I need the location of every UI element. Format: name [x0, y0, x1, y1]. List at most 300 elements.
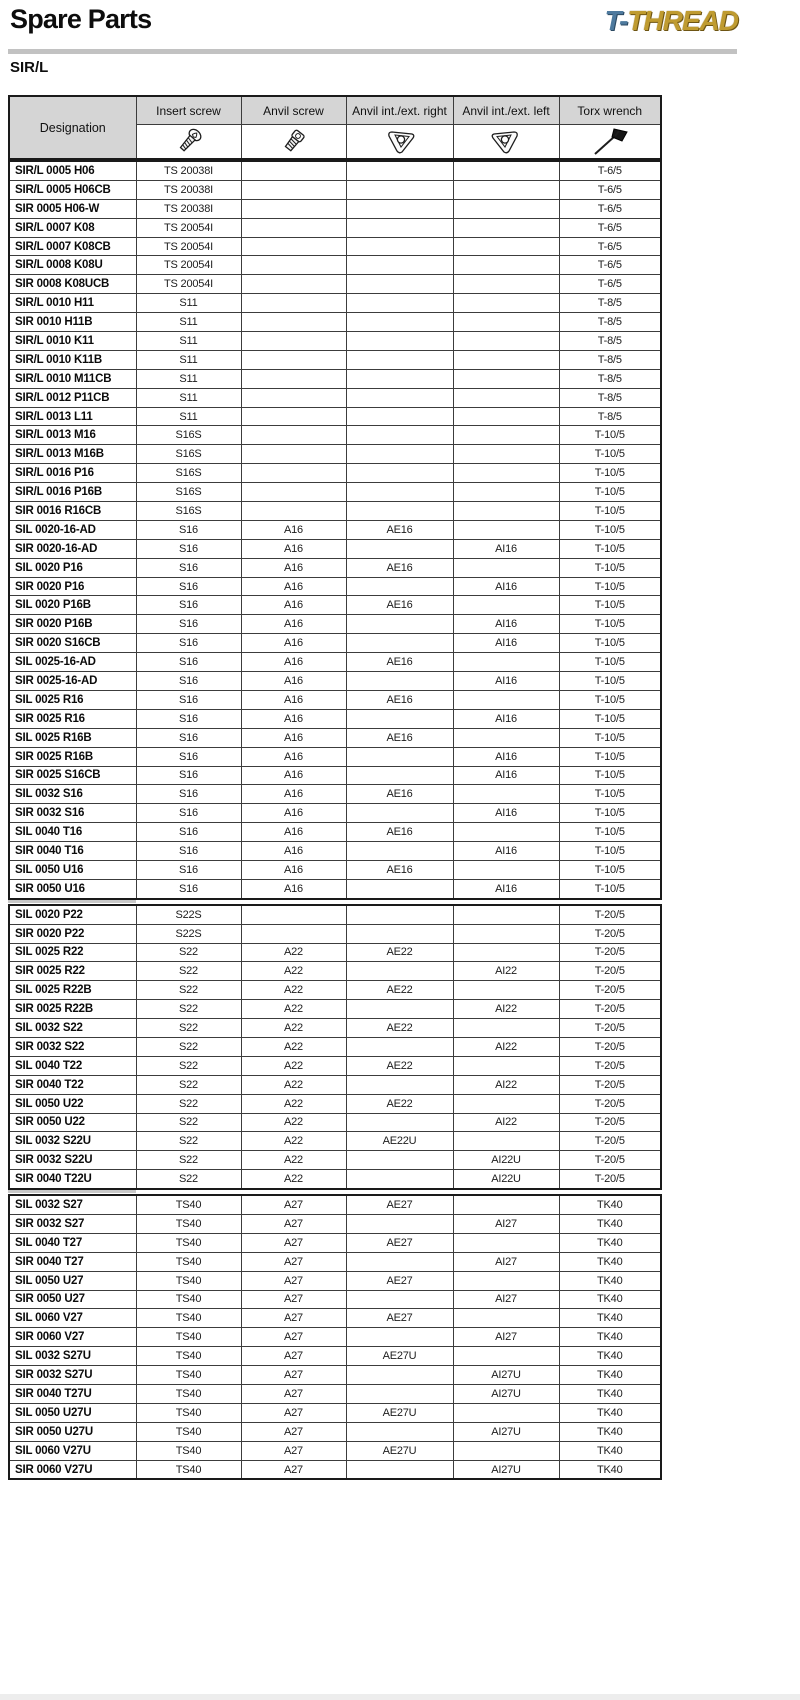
insert-screw-cell: TS40	[136, 1460, 241, 1479]
anvil-screw-cell: A16	[241, 539, 346, 558]
torx-wrench-cell: T-6/5	[559, 180, 661, 199]
anvil-screw-cell	[241, 426, 346, 445]
designation-cell: SIR 0040 T27	[9, 1252, 136, 1271]
anvil-ext-right-cell: AE27U	[346, 1403, 453, 1422]
table-row	[9, 1422, 661, 1441]
anvil-int-left-cell	[453, 1403, 559, 1422]
insert-screw-cell: TS 20054I	[136, 218, 241, 237]
torx-wrench-cell: T-10/5	[559, 709, 661, 728]
anvil-screw-cell: A16	[241, 879, 346, 898]
anvil-int-left-cell	[453, 1347, 559, 1366]
torx-wrench-cell: T-20/5	[559, 1037, 661, 1056]
section-gap	[8, 1190, 660, 1194]
designation-cell: SIL 0020 P22	[9, 905, 136, 924]
torx-wrench-cell: T-20/5	[559, 1170, 661, 1189]
insert-screw-cell: S16S	[136, 464, 241, 483]
anvil-int-left-cell	[453, 690, 559, 709]
anvil-int-left-cell	[453, 275, 559, 294]
designation-cell: SIR 0005 H06-W	[9, 199, 136, 218]
torx-wrench-cell: TK40	[559, 1271, 661, 1290]
insert-screw-cell: TS40	[136, 1441, 241, 1460]
torx-wrench-cell: T-20/5	[559, 981, 661, 1000]
anvil-int-left-icon	[453, 125, 559, 160]
torx-wrench-cell: T-10/5	[559, 539, 661, 558]
anvil-ext-right-cell: AE22	[346, 1019, 453, 1038]
insert-screw-cell: S11	[136, 407, 241, 426]
designation-cell: SIR/L 0013 M16B	[9, 445, 136, 464]
anvil-ext-right-cell: AE16	[346, 823, 453, 842]
anvil-int-left-cell	[453, 520, 559, 539]
anvil-int-left-cell	[453, 294, 559, 313]
table-row	[9, 1151, 661, 1170]
anvil-ext-right-cell	[346, 350, 453, 369]
torx-wrench-cell: TK40	[559, 1460, 661, 1479]
torx-wrench-cell: T-20/5	[559, 1113, 661, 1132]
torx-wrench-cell: T-20/5	[559, 924, 661, 943]
insert-screw-cell: S16	[136, 709, 241, 728]
anvil-screw-cell	[241, 161, 346, 180]
torx-wrench-cell: T-10/5	[559, 860, 661, 879]
anvil-ext-right-cell	[346, 256, 453, 275]
anvil-ext-right-cell: AE27	[346, 1233, 453, 1252]
anvil-ext-right-cell	[346, 1170, 453, 1189]
anvil-ext-right-cell	[346, 709, 453, 728]
designation-cell: SIR 0032 S16	[9, 804, 136, 823]
anvil-ext-right-cell: AE16	[346, 520, 453, 539]
table-row	[9, 690, 661, 709]
anvil-ext-right-cell	[346, 199, 453, 218]
table-row	[9, 294, 661, 313]
anvil-int-left-cell	[453, 943, 559, 962]
anvil-ext-right-cell	[346, 962, 453, 981]
designation-cell: SIR 0032 S22U	[9, 1151, 136, 1170]
anvil-ext-right-cell: AE22	[346, 943, 453, 962]
anvil-ext-right-cell	[346, 1460, 453, 1479]
anvil-ext-right-cell	[346, 1075, 453, 1094]
anvil-ext-right-cell	[346, 237, 453, 256]
insert-screw-cell: S16	[136, 842, 241, 861]
torx-wrench-cell: TK40	[559, 1214, 661, 1233]
torx-wrench-cell: T-20/5	[559, 1132, 661, 1151]
anvil-screw-cell: A22	[241, 1132, 346, 1151]
table-row	[9, 1195, 661, 1214]
anvil-screw-cell: A27	[241, 1214, 346, 1233]
anvil-ext-right-cell	[346, 1328, 453, 1347]
table-row	[9, 275, 661, 294]
table-row	[9, 1290, 661, 1309]
insert-screw-cell: TS40	[136, 1290, 241, 1309]
torx-wrench-cell: T-6/5	[559, 218, 661, 237]
insert-screw-cell: TS40	[136, 1214, 241, 1233]
anvil-screw-cell: A16	[241, 766, 346, 785]
insert-screw-cell: S22	[136, 1113, 241, 1132]
insert-screw-cell: S16	[136, 690, 241, 709]
insert-screw-cell: S16S	[136, 445, 241, 464]
anvil-int-left-cell: AI22	[453, 1000, 559, 1019]
anvil-int-left-cell	[453, 653, 559, 672]
torx-wrench-cell: T-10/5	[559, 690, 661, 709]
designation-cell: SIR 0040 T22	[9, 1075, 136, 1094]
anvil-ext-right-cell	[346, 905, 453, 924]
insert-screw-cell: S16	[136, 879, 241, 898]
torx-wrench-cell: T-6/5	[559, 256, 661, 275]
anvil-screw-cell: A16	[241, 520, 346, 539]
torx-wrench-cell: TK40	[559, 1328, 661, 1347]
anvil-ext-right-cell	[346, 672, 453, 691]
page-title: Spare Parts	[10, 4, 152, 34]
table-row	[9, 1441, 661, 1460]
torx-wrench-cell: T-10/5	[559, 615, 661, 634]
spare-parts-section-3	[8, 1194, 662, 1480]
insert-screw-cell: S11	[136, 388, 241, 407]
torx-wrench-cell: T-6/5	[559, 199, 661, 218]
insert-screw-cell: TS40	[136, 1271, 241, 1290]
anvil-ext-right-cell	[346, 634, 453, 653]
anvil-ext-right-cell: AE16	[346, 596, 453, 615]
anvil-int-left-cell: AI16	[453, 747, 559, 766]
anvil-screw-cell	[241, 294, 346, 313]
designation-cell: SIR 0050 U27U	[9, 1422, 136, 1441]
anvil-screw-cell: A27	[241, 1422, 346, 1441]
torx-wrench-cell: T-6/5	[559, 275, 661, 294]
anvil-ext-right-cell	[346, 275, 453, 294]
anvil-int-left-cell: AI22	[453, 1037, 559, 1056]
anvil-int-left-cell: AI16	[453, 577, 559, 596]
anvil-screw-cell: A16	[241, 653, 346, 672]
torx-wrench-cell: T-10/5	[559, 634, 661, 653]
anvil-ext-right-cell	[346, 1252, 453, 1271]
anvil-int-left-cell	[453, 1094, 559, 1113]
torx-wrench-cell: TK40	[559, 1403, 661, 1422]
torx-wrench-cell: T-10/5	[559, 502, 661, 521]
designation-cell: SIR/L 0010 M11CB	[9, 369, 136, 388]
table-row	[9, 388, 661, 407]
torx-wrench-cell: TK40	[559, 1233, 661, 1252]
torx-wrench-cell: T-10/5	[559, 483, 661, 502]
table-row	[9, 369, 661, 388]
torx-wrench-cell: T-20/5	[559, 1019, 661, 1038]
anvil-int-left-cell	[453, 199, 559, 218]
column-header-insert-screw: Insert screw	[136, 96, 241, 125]
anvil-screw-cell	[241, 237, 346, 256]
torx-wrench-cell: T-10/5	[559, 653, 661, 672]
insert-screw-cell: S11	[136, 350, 241, 369]
torx-wrench-cell: T-10/5	[559, 426, 661, 445]
anvil-int-left-cell: AI22U	[453, 1170, 559, 1189]
insert-screw-cell: S16S	[136, 426, 241, 445]
table-row	[9, 1094, 661, 1113]
anvil-ext-right-cell	[346, 1385, 453, 1404]
anvil-screw-cell: A27	[241, 1366, 346, 1385]
designation-cell: SIR 0032 S27	[9, 1214, 136, 1233]
designation-cell: SIR 0060 V27U	[9, 1460, 136, 1479]
designation-cell: SIR 0025 S16CB	[9, 766, 136, 785]
insert-screw-cell: S22	[136, 1000, 241, 1019]
table-row	[9, 804, 661, 823]
insert-screw-cell: TS40	[136, 1309, 241, 1328]
anvil-int-left-cell: AI27U	[453, 1366, 559, 1385]
designation-cell: SIL 0032 S22U	[9, 1132, 136, 1151]
torx-wrench-cell: TK40	[559, 1347, 661, 1366]
table-row	[9, 634, 661, 653]
anvil-int-left-cell: AI27	[453, 1252, 559, 1271]
designation-cell: SIR 0016 R16CB	[9, 502, 136, 521]
table-row	[9, 1347, 661, 1366]
designation-cell: SIR/L 0013 L11	[9, 407, 136, 426]
anvil-ext-right-cell	[346, 1037, 453, 1056]
torx-wrench-cell: T-10/5	[559, 577, 661, 596]
insert-screw-cell: TS 20054I	[136, 275, 241, 294]
table-row	[9, 653, 661, 672]
insert-screw-cell: S22	[136, 1132, 241, 1151]
anvil-int-left-cell	[453, 924, 559, 943]
anvil-ext-right-cell: AE16	[346, 785, 453, 804]
designation-cell: SIR 0020-16-AD	[9, 539, 136, 558]
anvil-ext-right-cell	[346, 539, 453, 558]
anvil-screw-cell: A27	[241, 1385, 346, 1404]
page-bottom-strip	[0, 1694, 800, 1700]
table-row	[9, 199, 661, 218]
insert-screw-cell: S16	[136, 785, 241, 804]
anvil-int-left-cell	[453, 407, 559, 426]
torx-wrench-cell: TK40	[559, 1422, 661, 1441]
designation-cell: SIL 0040 T27	[9, 1233, 136, 1252]
designation-cell: SIL 0025 R16B	[9, 728, 136, 747]
table-row	[9, 161, 661, 180]
anvil-ext-right-cell	[346, 218, 453, 237]
insert-screw-cell: TS40	[136, 1347, 241, 1366]
insert-screw-cell: S11	[136, 313, 241, 332]
anvil-ext-right-cell	[346, 924, 453, 943]
torx-wrench-cell: T-10/5	[559, 445, 661, 464]
table-row	[9, 1328, 661, 1347]
anvil-ext-right-cell: AE16	[346, 690, 453, 709]
anvil-ext-right-cell	[346, 332, 453, 351]
anvil-screw-cell: A22	[241, 981, 346, 1000]
anvil-screw-cell: A22	[241, 1056, 346, 1075]
anvil-ext-right-cell	[346, 1151, 453, 1170]
designation-cell: SIR/L 0005 H06CB	[9, 180, 136, 199]
section-gap	[8, 900, 660, 904]
anvil-int-left-cell: AI16	[453, 804, 559, 823]
table-row	[9, 407, 661, 426]
insert-screw-cell: TS 20038I	[136, 180, 241, 199]
column-header-torx-wrench: Torx wrench	[559, 96, 661, 125]
anvil-ext-right-cell	[346, 464, 453, 483]
insert-screw-cell: S16	[136, 520, 241, 539]
torx-wrench-cell: T-8/5	[559, 350, 661, 369]
insert-screw-cell: S22	[136, 1094, 241, 1113]
anvil-screw-cell	[241, 369, 346, 388]
table-row	[9, 464, 661, 483]
table-row	[9, 1037, 661, 1056]
anvil-screw-cell: A16	[241, 842, 346, 861]
anvil-int-left-cell	[453, 445, 559, 464]
table-row	[9, 180, 661, 199]
designation-header: Designation	[9, 96, 136, 159]
table-row	[9, 823, 661, 842]
insert-screw-cell: S11	[136, 332, 241, 351]
anvil-ext-right-cell: AE16	[346, 728, 453, 747]
insert-screw-cell: S16	[136, 747, 241, 766]
table-row	[9, 709, 661, 728]
designation-cell: SIR/L 0007 K08	[9, 218, 136, 237]
anvil-screw-cell	[241, 445, 346, 464]
designation-cell: SIR 0032 S22	[9, 1037, 136, 1056]
table-row	[9, 1056, 661, 1075]
column-header-anvil-screw: Anvil screw	[241, 96, 346, 125]
torx-wrench-cell: T-10/5	[559, 823, 661, 842]
torx-wrench-cell: T-10/5	[559, 520, 661, 539]
table-row	[9, 558, 661, 577]
designation-cell: SIL 0060 V27U	[9, 1441, 136, 1460]
anvil-int-left-cell: AI16	[453, 615, 559, 634]
torx-wrench-cell: T-20/5	[559, 1094, 661, 1113]
torx-wrench-cell: T-10/5	[559, 842, 661, 861]
anvil-int-left-cell: AI16	[453, 634, 559, 653]
anvil-ext-right-cell	[346, 804, 453, 823]
torx-wrench-cell: T-6/5	[559, 237, 661, 256]
designation-cell: SIR 0050 U27	[9, 1290, 136, 1309]
anvil-int-left-cell	[453, 502, 559, 521]
anvil-int-left-cell	[453, 728, 559, 747]
insert-screw-cell: TS 20054I	[136, 256, 241, 275]
anvil-int-left-cell: AI16	[453, 672, 559, 691]
anvil-ext-right-cell	[346, 483, 453, 502]
anvil-int-left-cell: AI27U	[453, 1422, 559, 1441]
anvil-screw-cell	[241, 350, 346, 369]
table-row	[9, 1366, 661, 1385]
anvil-int-left-cell: AI16	[453, 766, 559, 785]
torx-wrench-cell: TK40	[559, 1385, 661, 1404]
logo-prefix: T-	[604, 5, 628, 36]
anvil-screw-cell	[241, 407, 346, 426]
anvil-int-left-cell	[453, 1233, 559, 1252]
insert-screw-cell: S16	[136, 596, 241, 615]
anvil-screw-cell	[241, 464, 346, 483]
torx-wrench-cell: T-20/5	[559, 943, 661, 962]
anvil-screw-cell: A22	[241, 1151, 346, 1170]
anvil-ext-right-cell: AE22	[346, 981, 453, 1000]
anvil-screw-cell	[241, 218, 346, 237]
insert-screw-cell: TS 20054I	[136, 237, 241, 256]
designation-cell: SIR/L 0008 K08U	[9, 256, 136, 275]
anvil-screw-cell: A16	[241, 634, 346, 653]
anvil-screw-cell: A27	[241, 1328, 346, 1347]
anvil-ext-right-cell	[346, 502, 453, 521]
anvil-screw-icon	[241, 125, 346, 160]
anvil-ext-right-cell	[346, 426, 453, 445]
anvil-int-left-cell	[453, 218, 559, 237]
anvil-screw-cell: A22	[241, 1170, 346, 1189]
insert-screw-cell: S11	[136, 369, 241, 388]
torx-wrench-cell: T-10/5	[559, 766, 661, 785]
anvil-int-left-cell	[453, 1309, 559, 1328]
anvil-screw-cell: A27	[241, 1290, 346, 1309]
anvil-int-left-cell	[453, 350, 559, 369]
insert-screw-cell: S22	[136, 943, 241, 962]
table-row	[9, 905, 661, 924]
table-row	[9, 728, 661, 747]
designation-cell: SIL 0050 U27	[9, 1271, 136, 1290]
torx-wrench-cell: T-8/5	[559, 369, 661, 388]
table-row	[9, 1132, 661, 1151]
anvil-ext-right-cell	[346, 879, 453, 898]
anvil-screw-cell: A27	[241, 1347, 346, 1366]
anvil-ext-right-cell: AE16	[346, 558, 453, 577]
designation-cell: SIR 0025 R22	[9, 962, 136, 981]
anvil-screw-cell: A22	[241, 1075, 346, 1094]
anvil-ext-right-cell: AE22	[346, 1056, 453, 1075]
insert-screw-cell: TS40	[136, 1366, 241, 1385]
insert-screw-cell: S16	[136, 804, 241, 823]
table-row	[9, 577, 661, 596]
anvil-screw-cell	[241, 180, 346, 199]
table-row	[9, 332, 661, 351]
torx-wrench-cell: TK40	[559, 1309, 661, 1328]
designation-cell: SIR 0040 T22U	[9, 1170, 136, 1189]
insert-screw-cell: TS40	[136, 1403, 241, 1422]
insert-screw-cell: S16	[136, 577, 241, 596]
designation-cell: SIR/L 0016 P16	[9, 464, 136, 483]
designation-cell: SIR 0020 P22	[9, 924, 136, 943]
designation-cell: SIL 0020 P16	[9, 558, 136, 577]
insert-screw-cell: S22	[136, 1075, 241, 1094]
designation-cell: SIR/L 0010 K11	[9, 332, 136, 351]
table-row	[9, 237, 661, 256]
torx-wrench-cell: T-10/5	[559, 728, 661, 747]
designation-cell: SIR 0025-16-AD	[9, 672, 136, 691]
anvil-ext-right-cell: AE27	[346, 1309, 453, 1328]
anvil-screw-cell: A16	[241, 709, 346, 728]
torx-wrench-cell: TK40	[559, 1290, 661, 1309]
torx-wrench-cell: T-10/5	[559, 558, 661, 577]
torx-wrench-cell: T-8/5	[559, 332, 661, 351]
designation-cell: SIR 0050 U16	[9, 879, 136, 898]
anvil-int-left-cell	[453, 483, 559, 502]
anvil-screw-cell: A16	[241, 672, 346, 691]
insert-screw-cell: S11	[136, 294, 241, 313]
anvil-ext-right-cell	[346, 577, 453, 596]
anvil-screw-cell: A16	[241, 596, 346, 615]
anvil-int-left-cell	[453, 860, 559, 879]
anvil-ext-right-cell	[346, 747, 453, 766]
designation-cell: SIL 0050 U27U	[9, 1403, 136, 1422]
designation-cell: SIR 0040 T27U	[9, 1385, 136, 1404]
insert-screw-cell: S22	[136, 1170, 241, 1189]
torx-wrench-cell: T-20/5	[559, 1000, 661, 1019]
spare-parts-section-2	[8, 904, 662, 1190]
torx-wrench-cell: T-8/5	[559, 407, 661, 426]
anvil-screw-cell	[241, 199, 346, 218]
anvil-screw-cell: A22	[241, 1113, 346, 1132]
torx-wrench-cell: TK40	[559, 1195, 661, 1214]
table-row	[9, 445, 661, 464]
designation-cell: SIL 0020-16-AD	[9, 520, 136, 539]
insert-screw-cell: S16S	[136, 483, 241, 502]
designation-cell: SIL 0050 U16	[9, 860, 136, 879]
anvil-screw-cell: A27	[241, 1271, 346, 1290]
designation-cell: SIL 0032 S27U	[9, 1347, 136, 1366]
anvil-ext-right-cell: AE22	[346, 1094, 453, 1113]
anvil-int-left-cell	[453, 1132, 559, 1151]
table-row	[9, 1214, 661, 1233]
anvil-ext-right-cell	[346, 388, 453, 407]
table-row	[9, 1385, 661, 1404]
insert-screw-cell: S16	[136, 823, 241, 842]
designation-cell: SIR/L 0012 P11CB	[9, 388, 136, 407]
anvil-ext-right-cell	[346, 766, 453, 785]
